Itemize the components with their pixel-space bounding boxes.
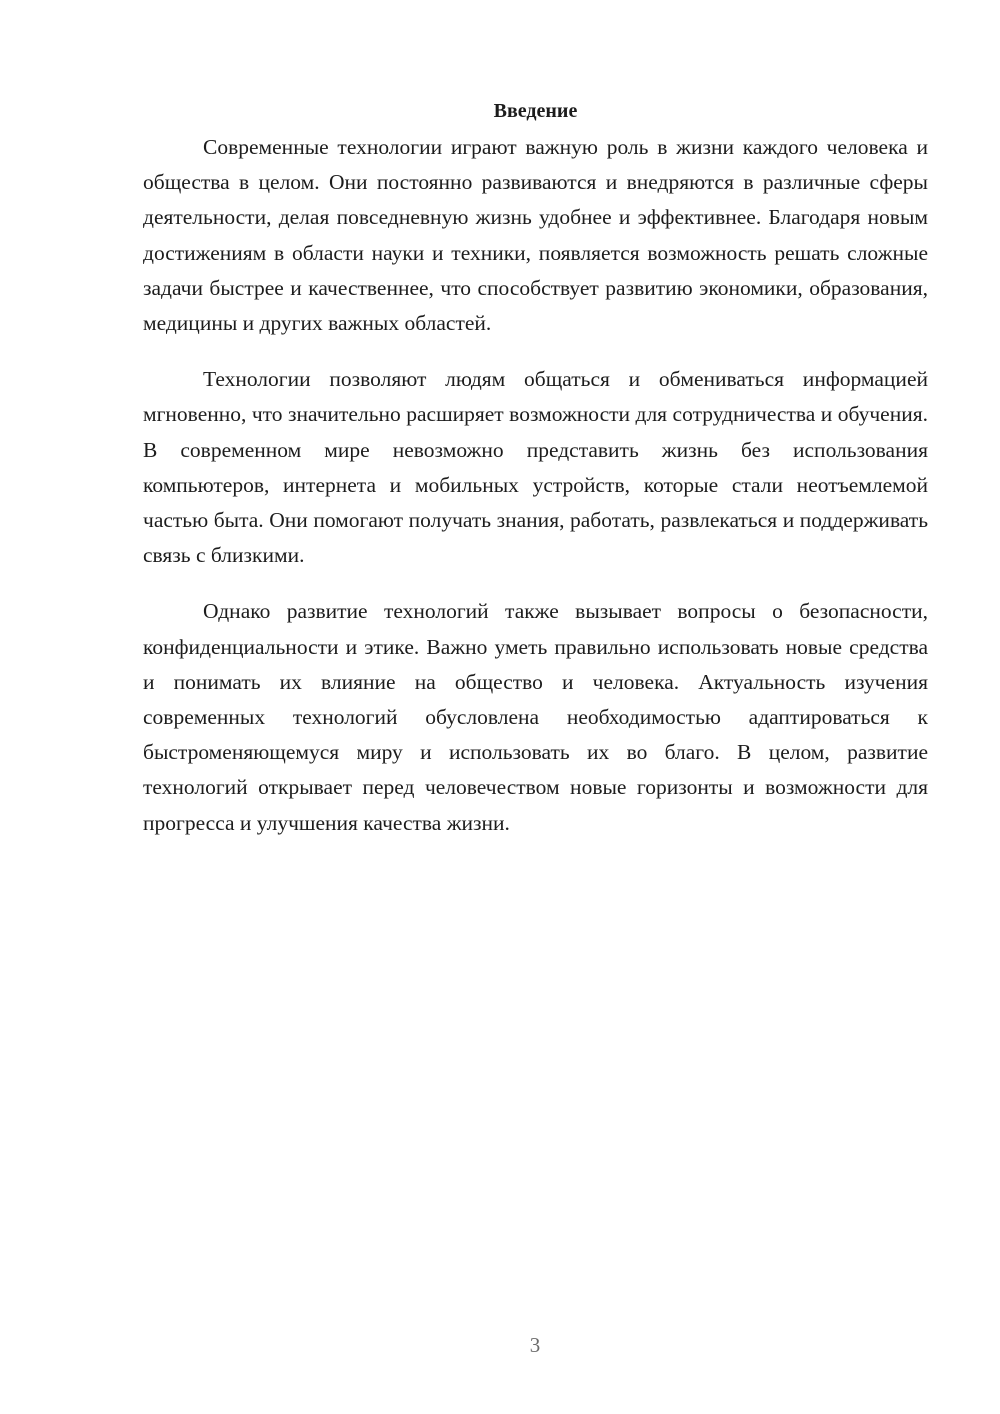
section-title: Введение [493, 100, 578, 122]
paragraph-1: Современные технологии играют важную роль в жизни каждого человека и общества в целом. Они постоянно развиваются и внедряются в различные сферы деятельности, делая повседневную жизнь удобнее и эффективнее. Благодаря новым достижениям в области науки и техники, появляется возможность решать сложные задачи быстрее и качественнее, что способствует развитию экономики, образования, медицины и других важных областей. [143, 135, 928, 336]
paragraph-2: Технологии позволяют людям общаться и обмениваться информацией мгновенно, что значительно расширяет возможности для сотрудничества и обучения. В современном мире невозможно представить жизнь без использования компьютеров, интернета и мобильных устройств, которые стали неотъемлемой частью быта. Они помогают получать знания, работать, развлекаться и поддерживать связь с близкими. [143, 367, 928, 568]
paragraph-3: Однако развитие технологий также вызывает вопросы о безопасности, конфиденциальности и этике. Важно уметь правильно использовать новые средства и понимать их влияние на общество и человека. Актуальность изучения современных технологий обусловлена необходимостью адаптироваться к быстроменяющемуся миру и использовать их во благо. В целом, развитие технологий открывает перед человечеством новые горизонты и возможности для прогресса и улучшения качества жизни. [143, 599, 928, 835]
page-number: 3 [529, 1333, 541, 1357]
page-content [143, 96, 928, 862]
